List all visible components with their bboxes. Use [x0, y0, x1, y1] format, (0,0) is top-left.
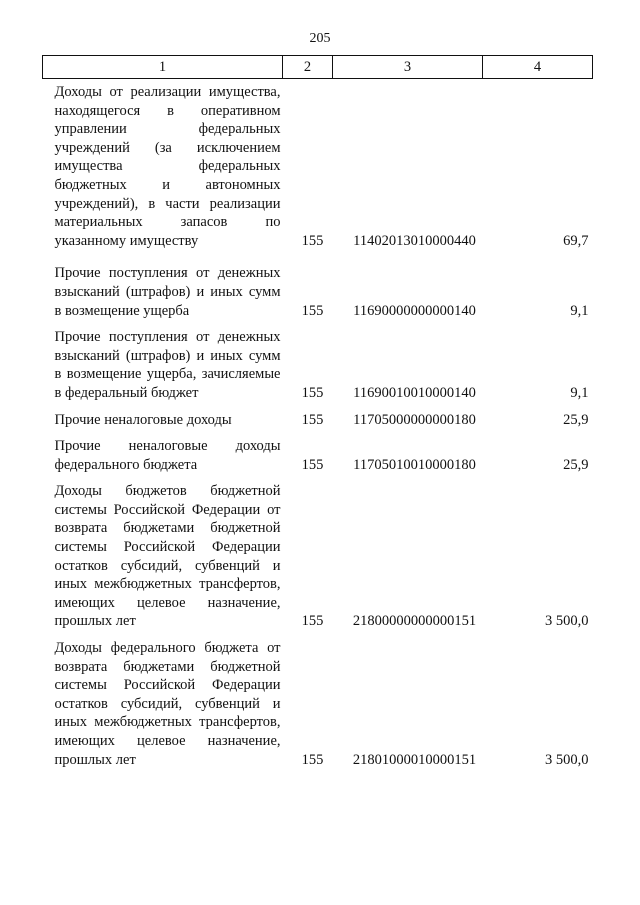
table-row — [43, 328, 593, 410]
admin-code: 155 — [301, 411, 324, 428]
budget-classification-code: 11690010010000140 — [353, 384, 476, 401]
amount: 25,9 — [563, 456, 589, 473]
revenue-name: Прочие поступления от денежных взысканий (штрафов) и иных сумм в возмещение ущерба, зачисляемые в федеральный бюджет — [54, 329, 281, 401]
budget-classification-code: 21800000000000151 — [352, 613, 477, 630]
revenue-name: Прочие неналоговые доходы федерального бюджета — [54, 438, 281, 473]
column-header-2: 2 — [283, 56, 333, 79]
table-row — [43, 79, 593, 259]
table-header-row — [43, 56, 593, 79]
table-row — [43, 437, 593, 482]
admin-code: 155 — [301, 232, 324, 249]
budget-revenue-table — [42, 55, 593, 777]
revenue-name: Доходы от реализации имущества, находящегося в оперативном управлении федеральных учреждений (за исключением имущества федеральных бюджетных и автономных учреждений), в части реализации материальных запасов по указанному имуществу — [54, 84, 281, 249]
column-header-4: 4 — [483, 56, 593, 79]
revenue-name: Доходы бюджетов бюджетной системы Российской Федерации от возврата бюджетами бюджетной системы Российской Федерации остатков субсидий, субвенций и иных межбюджетных трансфертов, имеющих целевое назначение, прошлых лет — [54, 483, 281, 630]
amount: 3 500,0 — [545, 751, 589, 768]
column-header-1: 1 — [43, 56, 283, 79]
budget-classification-code: 11690000000000140 — [353, 302, 476, 319]
budget-classification-code: 11705000000000180 — [353, 411, 476, 428]
revenue-name: Доходы федерального бюджета от возврата бюджетами бюджетной системы Российской Федерации остатков субсидий, субвенций и иных межбюджетных трансфертов, имеющих целевое назначение, прошлых лет — [54, 640, 281, 768]
amount: 9,1 — [570, 302, 589, 319]
table-row — [43, 639, 593, 777]
admin-code: 155 — [301, 456, 324, 473]
table-row — [43, 482, 593, 639]
amount: 9,1 — [570, 384, 589, 401]
revenue-name: Прочие поступления от денежных взысканий (штрафов) и иных сумм в возмещение ущерба — [54, 265, 281, 319]
amount: 3 500,0 — [545, 613, 589, 630]
budget-classification-code: 21801000010000151 — [352, 751, 477, 768]
admin-code: 155 — [301, 613, 324, 630]
table-row — [43, 258, 593, 328]
budget-classification-code: 11402013010000440 — [353, 232, 476, 249]
amount: 25,9 — [563, 411, 589, 428]
admin-code: 155 — [301, 384, 324, 401]
budget-classification-code: 11705010010000180 — [353, 456, 476, 473]
table-row — [43, 411, 593, 438]
page-number: 205 — [309, 31, 331, 46]
admin-code: 155 — [301, 751, 324, 768]
column-header-3: 3 — [333, 56, 483, 79]
admin-code: 155 — [301, 302, 324, 319]
revenue-name: Прочие неналоговые доходы — [54, 411, 232, 428]
amount: 69,7 — [563, 232, 589, 249]
